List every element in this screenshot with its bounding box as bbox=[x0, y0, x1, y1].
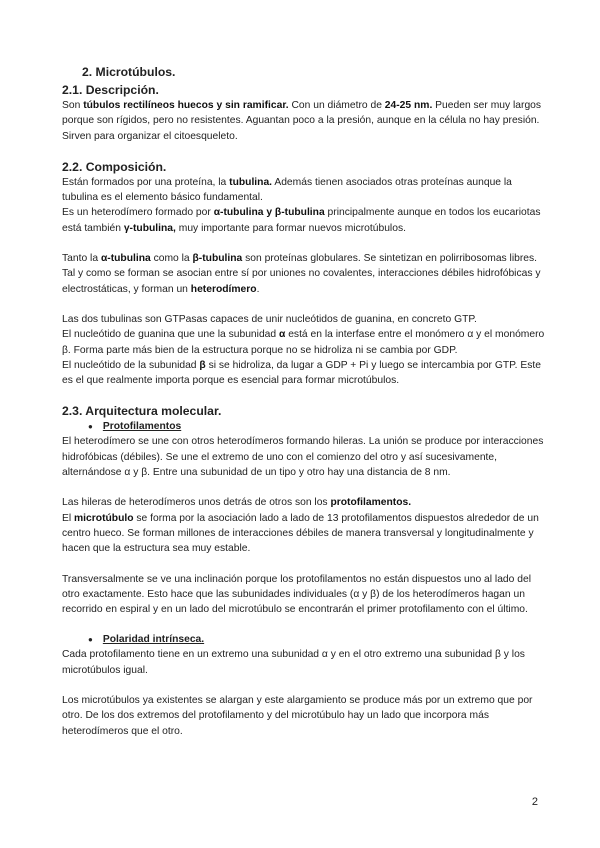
bold-text: α-tubulina y β-tubulina bbox=[213, 207, 325, 219]
section-heading-composicion: 2.2. Composición. bbox=[62, 159, 167, 174]
text-run: Son bbox=[62, 100, 84, 111]
text-run: Pueden ser muy largos porque son rígidos, pero no resistentes. Aguantan poco a la presión, aunque en la célula no hay presión. Sirven para organizar el citoesqueleto. bbox=[62, 100, 542, 142]
text-run: Las hileras de heterodímeros unos detrás de otros son los bbox=[62, 497, 331, 509]
text-run: principalmente aunque en todos los eucariotas está también bbox=[62, 207, 541, 234]
bullet-label: Protofilamentos bbox=[102, 421, 182, 433]
text-run: Tanto la bbox=[62, 253, 101, 265]
text-run: si se hidroliza, da lugar a GDP + Pi y luego se intercambia por GTP. Este es el que realmente importa porque es esencial para formar microtúbulos. bbox=[62, 359, 541, 387]
section-heading-descripcion: 2.1. Descripción. bbox=[62, 83, 159, 97]
paragraph bbox=[62, 327, 546, 358]
bold-text: β bbox=[199, 359, 206, 371]
paragraph bbox=[62, 251, 546, 297]
bold-text: 24-25 nm. bbox=[384, 100, 433, 111]
text-run: se forma por la asociación lado a lado de 13 protofilamentos dispuestos alrededor de un centro hueco. Se forman millones de interacciones débiles de manera transversal y longitudinalmente y hacen que la estructura sea muy estable. bbox=[62, 512, 539, 555]
text-run: El nucleótido de la subunidad bbox=[62, 359, 200, 371]
page-number: 2 bbox=[531, 796, 538, 808]
text-run: Con un diámetro de bbox=[288, 100, 385, 111]
paragraph bbox=[62, 647, 546, 678]
text-run: Las dos tubulinas son GTPasas capaces de unir nucleótidos de guanina, en concreto GTP. bbox=[62, 313, 477, 325]
bold-text: túbulos rectilíneos huecos y sin ramificar. bbox=[83, 100, 289, 111]
paragraph bbox=[62, 175, 546, 206]
bold-text: tubulina. bbox=[229, 176, 273, 188]
chapter-heading: 2. Microtúbulos. bbox=[82, 65, 176, 79]
text-run: Transversalmente se ve una inclinación porque los protofilamentos no están dispuestos uno al lado del otro exactamente. Esto hace que las subunidades individuales (α y β) de los heterodímeros hagan un recorrido en espiral y en un lado del microtúbulo se encontrarán el primer protofilamento con el último. bbox=[62, 573, 531, 616]
bold-text: heterodímero bbox=[190, 283, 257, 295]
bold-text: protofilamentos. bbox=[330, 497, 412, 509]
text-run: El nucleótido de guanina que une la subunidad bbox=[62, 329, 279, 341]
text-run: Es un heterodímero formado por bbox=[62, 207, 214, 219]
bold-text: microtúbulo bbox=[74, 512, 134, 524]
bold-text: β-tubulina bbox=[192, 253, 243, 265]
bullet-dot-icon: ● bbox=[88, 635, 93, 645]
paragraph bbox=[62, 205, 546, 236]
text-run: Además tienen asociados otras proteínas aunque la tubulina es el elemento básico fundamental. bbox=[62, 176, 512, 204]
bullet-item bbox=[88, 632, 546, 647]
bullet-item bbox=[88, 419, 546, 434]
paragraph bbox=[62, 434, 546, 480]
text-run: Están formados por una proteína, la bbox=[62, 176, 230, 188]
paragraph bbox=[62, 358, 546, 389]
section-heading-arquitectura: 2.3. Arquitectura molecular. bbox=[62, 404, 222, 419]
paragraph bbox=[62, 312, 546, 327]
text-run: Cada protofilamento tiene en un extremo una subunidad α y en el otro extremo una subunidad β y los microtúbulos igual. bbox=[62, 649, 525, 676]
paragraph bbox=[62, 495, 546, 510]
text-run: muy importante para formar nuevos microtúbulos. bbox=[175, 222, 406, 234]
paragraph bbox=[62, 693, 546, 739]
bold-text: α bbox=[278, 329, 286, 341]
document-page bbox=[62, 64, 546, 739]
text-run: está en la interfase entre el monómero α y el monómero β. Forma parte más bien de la estructura porque no se hidroliza ni se cambia por GDP. bbox=[62, 329, 545, 356]
text-run: . bbox=[256, 283, 260, 295]
bold-text: γ-tubulina, bbox=[123, 222, 176, 234]
text-run: son proteínas globulares. Se sintetizan en polirribosomas libres. Tal y como se forman se asocian entre sí por uniones no covalentes, interacciones débiles hidrofóbicas y electrostáticas, y forman un bbox=[62, 253, 541, 295]
text-run: Los microtúbulos ya existentes se alargan y este alargamiento se produce más por un extremo que por otro. De los dos extremos del protofilamento y del microtúbulo hay un lado que incorpora más heterodímeros que el otro. bbox=[62, 695, 533, 737]
paragraph bbox=[62, 98, 546, 144]
text-run: El bbox=[62, 512, 75, 524]
bullet-label: Polaridad intrínseca. bbox=[102, 634, 205, 646]
text-run: como la bbox=[150, 253, 193, 265]
bullet-dot-icon: ● bbox=[88, 422, 93, 432]
bold-text: α-tubulina bbox=[100, 253, 151, 265]
text-run: El heterodímero se une con otros heterodímeros formando hileras. La unión se produce por interacciones hidrofóbicas (débiles). Se une el extremo de uno con el comienzo del otro y así sucesivamente, alternándose α y β. Entre una subunidad de un tipo y otro hay una distancia de 8 nm. bbox=[62, 436, 544, 479]
paragraph bbox=[62, 572, 546, 618]
paragraph bbox=[62, 511, 546, 557]
